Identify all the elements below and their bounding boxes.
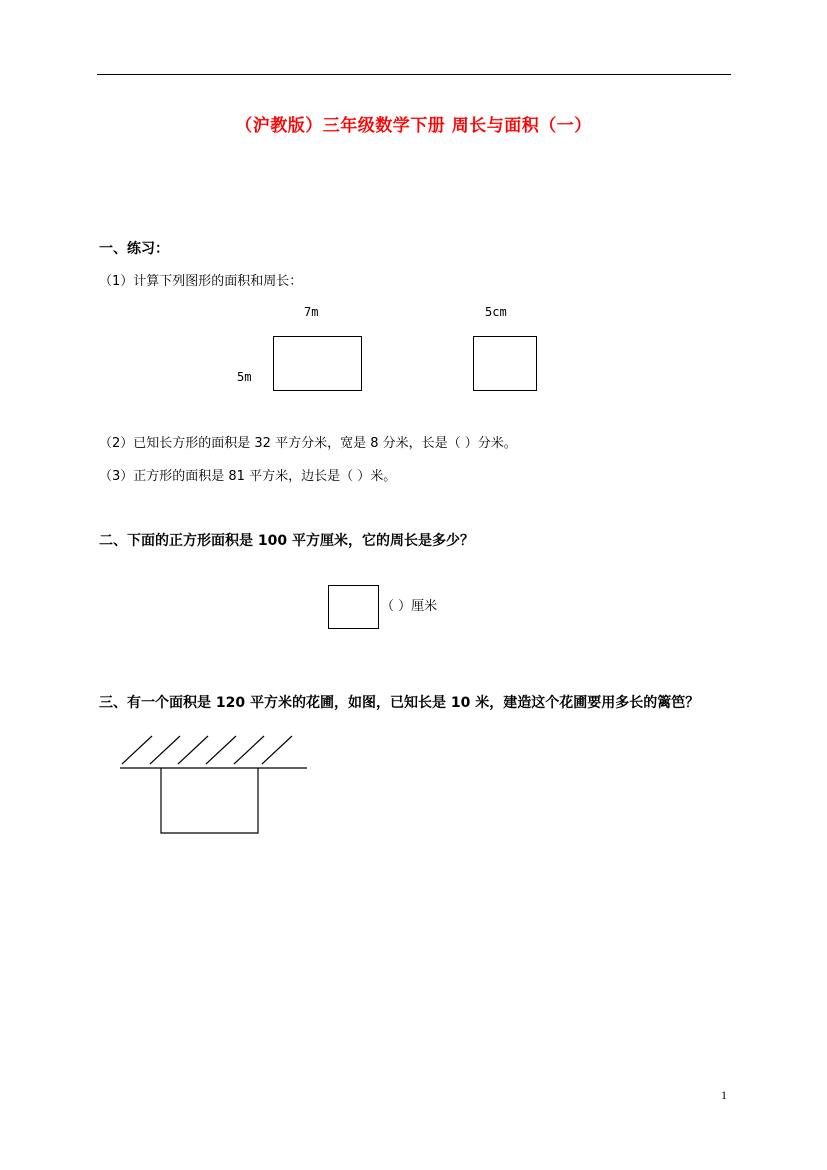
section1-heading: 一、练习： xyxy=(99,241,169,257)
header-rule xyxy=(97,74,731,75)
page-title: （沪教版）三年级数学下册 周长与面积（一） xyxy=(235,116,592,136)
question-2: （2）已知长方形的面积是 32 平方分米，宽是 8 分米，长是（ ）分米。 xyxy=(99,436,517,451)
square-side-label: 5cm xyxy=(485,305,507,319)
rectangle-figure xyxy=(273,336,362,391)
question-1: （1）计算下列图形的面积和周长： xyxy=(99,274,303,289)
section3-heading: 三、有一个面积是 120 平方米的花圃，如图，已知长是 10 米，建造这个花圃要用多长的篱笆？ xyxy=(99,695,700,711)
square-figure xyxy=(473,336,537,391)
perimeter-answer-blank: （ ）厘米 xyxy=(381,599,438,614)
question-3: （3）正方形的面积是 81 平方米，边长是（ ）米。 xyxy=(99,469,397,484)
square-100-figure xyxy=(328,585,379,629)
rect-width-label: 7m xyxy=(304,305,319,319)
page-number: 1 xyxy=(721,1088,727,1102)
garden-fence-diagram xyxy=(110,728,320,840)
section2-heading: 二、下面的正方形面积是 100 平方厘米，它的周长是多少？ xyxy=(99,533,474,549)
rect-height-label: 5m xyxy=(237,370,252,384)
